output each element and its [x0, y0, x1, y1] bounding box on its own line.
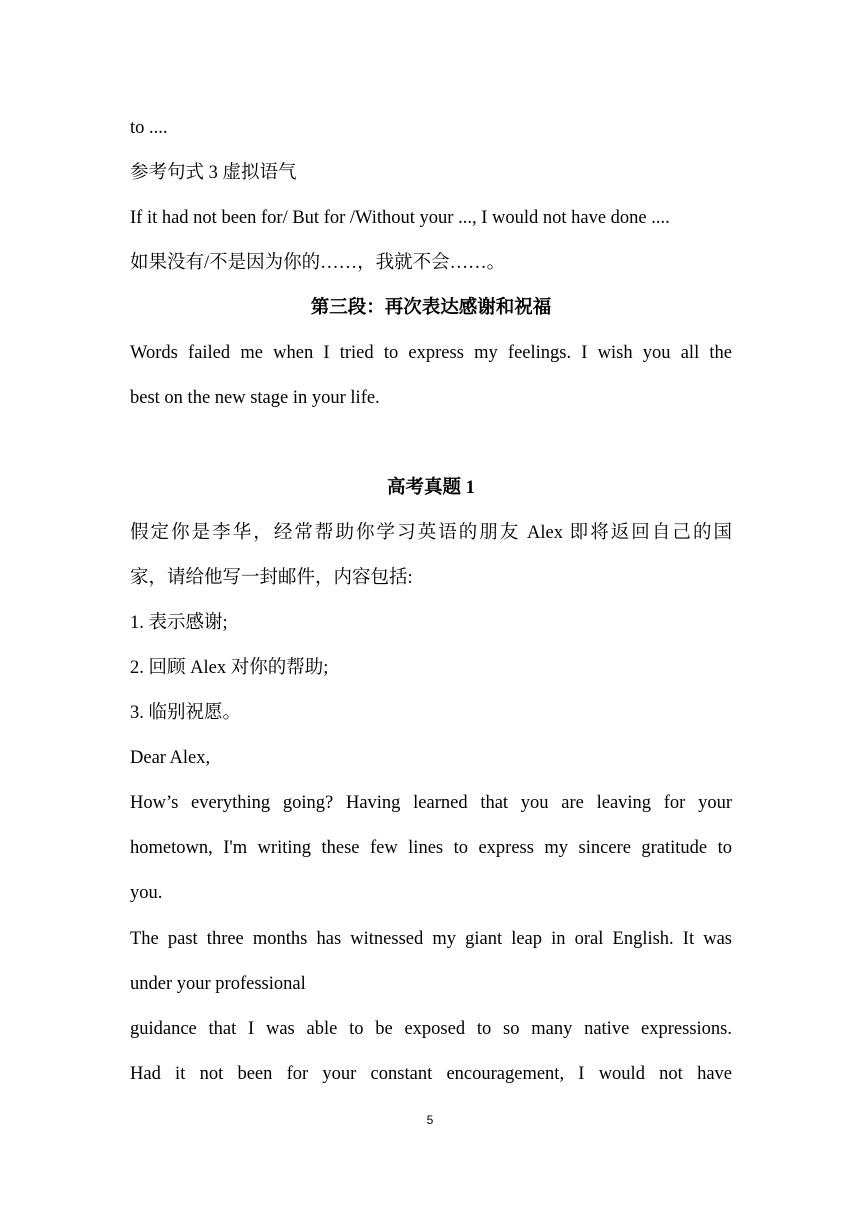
text-line: hometown, I'm writing these few lines to express my sincere gratitude to [130, 838, 732, 858]
text-line: Words failed me when I tried to express my feelings. I wish you all the [130, 343, 732, 363]
text-line: How’s everything going? Having learned that you are leaving for your [130, 793, 732, 813]
list-item: 3. 临别祝愿。 [130, 703, 242, 723]
text-line: Had it not been for your constant encouragement, I would not have [130, 1064, 732, 1084]
text-line: 假定你是李华，经常帮助你学习英语的朋友 Alex 即将返回自己的国 [130, 523, 732, 543]
text-line: best on the new stage in your life. [130, 388, 380, 408]
text-line: 家，请给他写一封邮件，内容包括: [130, 568, 413, 588]
text-line: you. [130, 883, 163, 903]
text-line: under your professional [130, 974, 306, 994]
text-line: The past three months has witnessed my giant leap in oral English. It was [130, 929, 732, 949]
letter-salutation: Dear Alex, [130, 748, 211, 768]
text-line: to .... [130, 118, 168, 138]
list-item: 2. 回顾 Alex 对你的帮助; [130, 658, 329, 678]
page-number: 5 [426, 1113, 434, 1127]
text-line: If it had not been for/ But for /Without your ..., I would not have done .... [130, 208, 670, 228]
section-heading: 高考真题 1 [387, 478, 475, 498]
list-item: 1. 表示感谢; [130, 613, 228, 633]
text-line: guidance that I was able to be exposed to so many native expressions. [130, 1019, 732, 1039]
text-line: 参考句式 3 虚拟语气 [130, 163, 297, 183]
section-heading: 第三段：再次表达感谢和祝福 [310, 298, 552, 318]
text-line: 如果没有/不是因为你的……，我就不会……。 [130, 253, 506, 273]
